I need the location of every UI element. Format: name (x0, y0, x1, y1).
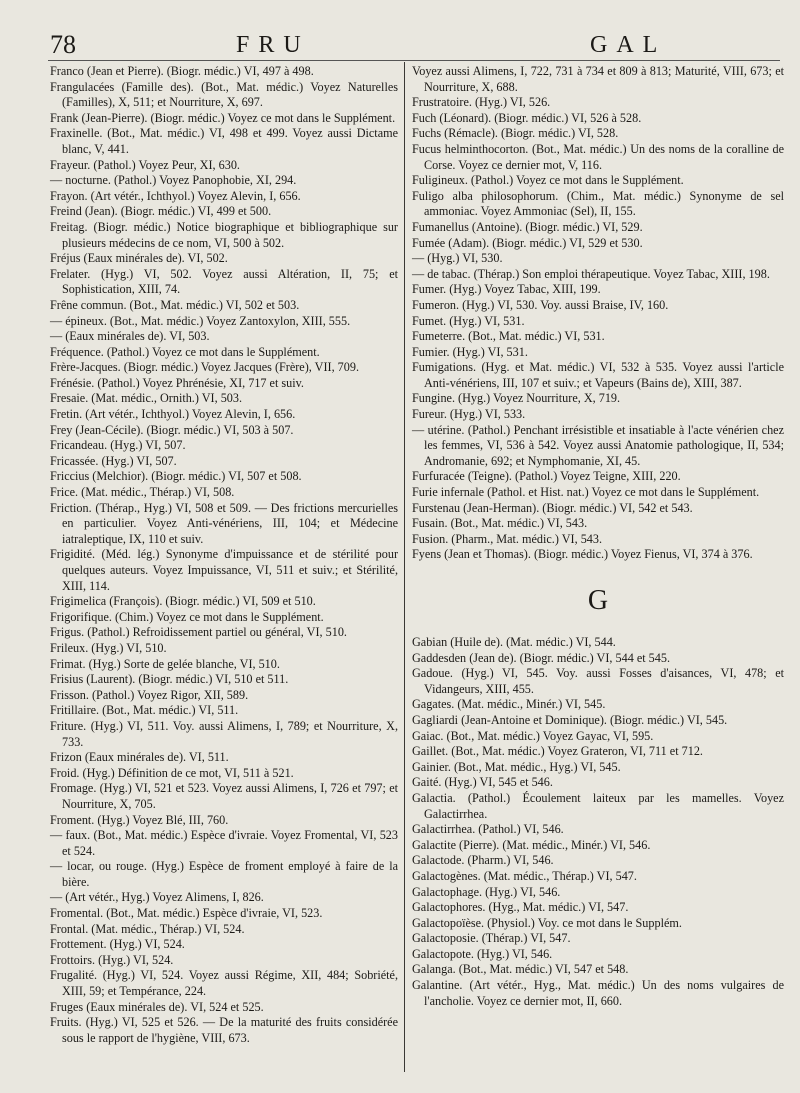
index-entry: Fuch (Léonard). (Biogr. médic.) VI, 526 à 528. (412, 110, 642, 125)
index-entry: Frice. (Mat. médic., Thérap.) VI, 508. (50, 485, 235, 500)
index-entry: Freitag. (Biogr. médic.) Notice biographique et bibliographique sur plusieurs médecins de ce nom, VI, 500 à 502. (50, 219, 398, 250)
index-entry: Fumanellus (Antoine). (Biogr. médic.) VI, 529. (412, 219, 643, 234)
index-entry: Galactogènes. (Mat. médic., Thérap.) VI, 547. (412, 868, 637, 883)
column-divider (404, 62, 405, 1072)
index-entry: Gaillet. (Bot., Mat. médic.) Voyez Grateron, VI, 711 et 712. (412, 744, 703, 759)
index-entry: Galanga. (Bot., Mat. médic.) VI, 547 et 548. (412, 962, 629, 977)
left-running-head: FRU (236, 32, 310, 58)
index-entry: Fuligineux. (Pathol.) Voyez ce mot dans le Supplément. (412, 173, 684, 188)
index-entry: Fureur. (Hyg.) VI, 533. (412, 407, 526, 422)
index-entry: Frisius (Laurent). (Biogr. médic.) VI, 510 et 511. (50, 672, 289, 687)
right-column-entries-f (412, 64, 784, 563)
index-entry: — utérine. (Pathol.) Penchant irrésistible et insatiable à l'acte vénérien chez les femmes, VI, 536 à 542. Voyez aussi Anatomie pathologique, II, 534; Andromanie, 692; et Nymphomanie, XI, 45. (412, 422, 784, 468)
index-entry: Gaiac. (Bot., Mat. médic.) Voyez Gayac, VI, 595. (412, 728, 654, 743)
index-entry: — de tabac. (Thérap.) Son emploi thérapeutique. Voyez Tabac, XIII, 198. (412, 266, 770, 281)
section-letter: G (587, 585, 609, 616)
index-entry: Frottoirs. (Hyg.) VI, 524. (50, 952, 174, 967)
index-entry: Gabian (Huile de). (Mat. médic.) VI, 544. (412, 635, 616, 649)
index-entry: Freind (Jean). (Biogr. médic.) VI, 499 et 500. (50, 204, 272, 219)
index-entry: Fuligo alba philosophorum. (Chim., Mat. médic.) Synonyme de sel ammoniac. Voyez Ammoniac (Sel), II, 155. (412, 188, 784, 219)
index-entry: Fumeron. (Hyg.) VI, 530. Voy. aussi Braise, IV, 160. (412, 297, 669, 312)
index-entry: Fromental. (Bot., Mat. médic.) Espèce d'ivraie, VI, 523. (50, 906, 323, 921)
index-entry: — (Art vétér., Hyg.) Voyez Alimens, I, 826. (50, 890, 264, 905)
index-entry: Gadoue. (Hyg.) VI, 545. Voy. aussi Fosses d'aisances, VI, 478; et Vidangeurs, XIII, 455. (412, 666, 784, 696)
index-entry: Galactophores. (Hyg., Mat. médic.) VI, 547. (412, 900, 629, 915)
index-entry: Fréquence. (Pathol.) Voyez ce mot dans le Supplément. (50, 344, 320, 359)
index-entry: Gagates. (Mat. médic., Minér.) VI, 545. (412, 697, 606, 712)
index-entry: Frigidité. (Méd. lég.) Synonyme d'impuissance et de stérilité pour quelques auteurs. Voyez Impuissance, VI, 511 et suiv.; et Stérilité, XIII, 114. (50, 547, 398, 593)
index-entry: Galantine. (Art vétér., Hyg., Mat. médic.) Un des noms vulgaires de l'ancholie. Voyez ce dernier mot, II, 660. (412, 978, 784, 1008)
index-entry: Friture. (Hyg.) VI, 511. Voy. aussi Alimens, I, 789; et Nourriture, X, 733. (50, 718, 398, 749)
index-entry: Frank (Jean-Pierre). (Biogr. médic.) Voyez ce mot dans le Supplément. (50, 110, 396, 125)
right-column (412, 64, 784, 1009)
page-header (50, 30, 770, 62)
right-running-head: GAL (590, 32, 667, 58)
index-entry: Gaité. (Hyg.) VI, 545 et 546. (412, 775, 553, 790)
index-entry: Friction. (Thérap., Hyg.) VI, 508 et 509. — Des frictions mercurielles en particulier. Voyez Anti-vénériens, III, 104; et Médecine iatraleptique, IX, 110 et suiv. (50, 500, 398, 546)
index-entry: Fumer. (Hyg.) Voyez Tabac, XIII, 199. (412, 282, 601, 297)
index-entry: Frangulacées (Famille des). (Bot., Mat. médic.) Voyez Naturelles (Familles), X, 511; et Nourriture, X, 697. (50, 79, 398, 110)
index-entry: — (Eaux minérales de). VI, 503. (50, 329, 210, 344)
index-entry: Frugalité. (Hyg.) VI, 524. Voyez aussi Régime, XII, 484; Sobriété, XIII, 59; et Tempérance, 224. (50, 968, 398, 999)
index-entry: Furie infernale (Pathol. et Hist. nat.) Voyez ce mot dans le Supplément. (412, 485, 760, 500)
index-entry: Fyens (Jean et Thomas). (Biogr. médic.) Voyez Fienus, VI, 374 à 376. (412, 547, 753, 562)
index-entry: Fruits. (Hyg.) VI, 525 et 526. — De la maturité des fruits considérée sous le rapport de l'hygiène, VIII, 673. (50, 1015, 398, 1045)
index-entry: Frottement. (Hyg.) VI, 524. (50, 937, 185, 952)
index-entry: Fromage. (Hyg.) VI, 521 et 523. Voyez aussi Alimens, I, 726 et 797; et Nourriture, X, 705. (50, 781, 398, 811)
index-entry: Galactopoïèse. (Physiol.) Voy. ce mot dans le Supplém. (412, 915, 682, 930)
index-entry: Frontal. (Mat. médic., Thérap.) VI, 524. (50, 921, 245, 936)
left-column (50, 64, 398, 1046)
index-entry: Gainier. (Bot., Mat. médic., Hyg.) VI, 545. (412, 759, 621, 774)
index-entry: Frayeur. (Pathol.) Voyez Peur, XI, 630. (50, 157, 240, 172)
index-entry: Friccius (Melchior). (Biogr. médic.) VI, 507 et 508. (50, 469, 302, 484)
index-entry: Fricandeau. (Hyg.) VI, 507. (50, 438, 186, 453)
index-entry: Galactirrhea. (Pathol.) VI, 546. (412, 822, 564, 837)
index-entry: Galactia. (Pathol.) Écoulement laiteux par les mamelles. Voyez Galactirrhea. (412, 790, 784, 821)
index-entry: Froment. (Hyg.) Voyez Blé, III, 760. (50, 812, 229, 827)
index-entry: Gagliardi (Jean-Antoine et Dominique). (Biogr. médic.) VI, 545. (412, 712, 728, 727)
index-entry: Fusion. (Pharm., Mat. médic.) VI, 543. (412, 531, 603, 546)
index-entry: Fruges (Eaux minérales de). VI, 524 et 525. (50, 999, 264, 1014)
index-entry: Fusain. (Bot., Mat. médic.) VI, 543. (412, 516, 588, 531)
index-entry: Frisson. (Pathol.) Voyez Rigor, XII, 589. (50, 687, 249, 702)
index-entry: Galactopote. (Hyg.) VI, 546. (412, 946, 553, 961)
index-entry: Fumet. (Hyg.) VI, 531. (412, 313, 525, 328)
index-entry: Frigimelica (François). (Biogr. médic.) VI, 509 et 510. (50, 594, 316, 609)
index-entry: Galactoposie. (Thérap.) VI, 547. (412, 931, 571, 946)
index-entry: Frimat. (Hyg.) Sorte de gelée blanche, VI, 510. (50, 656, 280, 671)
index-entry: Galactite (Pierre). (Mat. médic., Minér.) VI, 546. (412, 837, 651, 852)
index-entry: — locar, ou rouge. (Hyg.) Espèce de froment employé à faire de la bière. (50, 859, 398, 889)
index-entry: Fumée (Adam). (Biogr. médic.) VI, 529 et 530. (412, 235, 643, 250)
index-entry: Fungine. (Hyg.) Voyez Nourriture, X, 719. (412, 391, 621, 406)
index-entry: Frêne commun. (Bot., Mat. médic.) VI, 502 et 503. (50, 297, 300, 312)
index-entry: Fumier. (Hyg.) VI, 531. (412, 344, 528, 359)
header-rule (48, 60, 780, 61)
index-entry: Fretin. (Art vétér., Ichthyol.) Voyez Alevin, I, 656. (50, 407, 296, 422)
page-number: 78 (50, 30, 76, 59)
index-entry: Frileux. (Hyg.) VI, 510. (50, 640, 167, 655)
index-entry: Frelater. (Hyg.) VI, 502. Voyez aussi Altération, II, 75; et Sophistication, XIII, 74. (50, 266, 398, 297)
index-entry: Fritillaire. (Bot., Mat. médic.) VI, 511. (50, 703, 239, 718)
index-entry: Galactode. (Pharm.) VI, 546. (412, 853, 554, 868)
index-entry: Fumeterre. (Bot., Mat. médic.) VI, 531. (412, 329, 605, 344)
index-entry: Frustratoire. (Hyg.) VI, 526. (412, 95, 551, 110)
index-entry: — nocturne. (Pathol.) Voyez Panophobie, XI, 294. (50, 173, 297, 188)
index-entry: Fréjus (Eaux minérales de). VI, 502. (50, 251, 228, 266)
index-entry: Franco (Jean et Pierre). (Biogr. médic.) VI, 497 à 498. (50, 64, 314, 78)
index-entry: Fumigations. (Hyg. et Mat. médic.) VI, 532 à 535. Voyez aussi l'article Anti-vénériens, III, 107 et suiv.; et Vapeurs (Bains de), XIII, 387. (412, 360, 784, 390)
index-entry: Frizon (Eaux minérales de). VI, 511. (50, 750, 229, 765)
index-entry: Fricassée. (Hyg.) VI, 507. (50, 453, 177, 468)
index-entry: Fucus helminthocorton. (Bot., Mat. médic.) Un des noms de la coralline de Corse. Voyez ce dernier mot, V, 116. (412, 141, 784, 172)
index-entry: Fuchs (Rémacle). (Biogr. médic.) VI, 528. (412, 126, 619, 141)
index-entry: Fresaie. (Mat. médic., Ornith.) VI, 503. (50, 391, 243, 406)
index-entry: Furstenau (Jean-Herman). (Biogr. médic.) VI, 542 et 543. (412, 500, 693, 515)
right-column-entries-g (412, 635, 784, 1009)
index-entry: Frigus. (Pathol.) Refroidissement partiel ou général, VI, 510. (50, 625, 347, 640)
index-entry: Frayon. (Art vétér., Ichthyol.) Voyez Alevin, I, 656. (50, 188, 301, 203)
index-entry: Frère-Jacques. (Biogr. médic.) Voyez Jacques (Frère), VII, 709. (50, 360, 359, 375)
index-entry: Galactophage. (Hyg.) VI, 546. (412, 884, 561, 899)
index-entry: Furfuracée (Teigne). (Pathol.) Voyez Teigne, XIII, 220. (412, 469, 681, 484)
index-entry: Fraxinelle. (Bot., Mat. médic.) VI, 498 et 499. Voyez aussi Dictame blanc, V, 441. (50, 126, 398, 156)
index-entry: Frey (Jean-Cécile). (Biogr. médic.) VI, 503 à 507. (50, 422, 294, 437)
index-entry: Froid. (Hyg.) Définition de ce mot, VI, 511 à 521. (50, 765, 294, 780)
index-entry: Frénésie. (Pathol.) Voyez Phrénésie, XI, 717 et suiv. (50, 375, 304, 390)
index-entry: Voyez aussi Alimens, I, 722, 731 à 734 et 809 à 813; Maturité, VIII, 673; et Nourriture, X, 688. (412, 64, 784, 94)
index-entry: — (Hyg.) VI, 530. (412, 251, 503, 266)
index-entry: — faux. (Bot., Mat. médic.) Espèce d'ivraie. Voyez Fromental, VI, 523 et 524. (50, 828, 398, 858)
index-entry: Frigorifique. (Chim.) Voyez ce mot dans le Supplément. (50, 609, 324, 624)
index-entry: Gaddesden (Jean de). (Biogr. médic.) VI, 544 et 545. (412, 650, 671, 665)
index-entry: — épineux. (Bot., Mat. médic.) Voyez Zantoxylon, XIII, 555. (50, 313, 351, 328)
